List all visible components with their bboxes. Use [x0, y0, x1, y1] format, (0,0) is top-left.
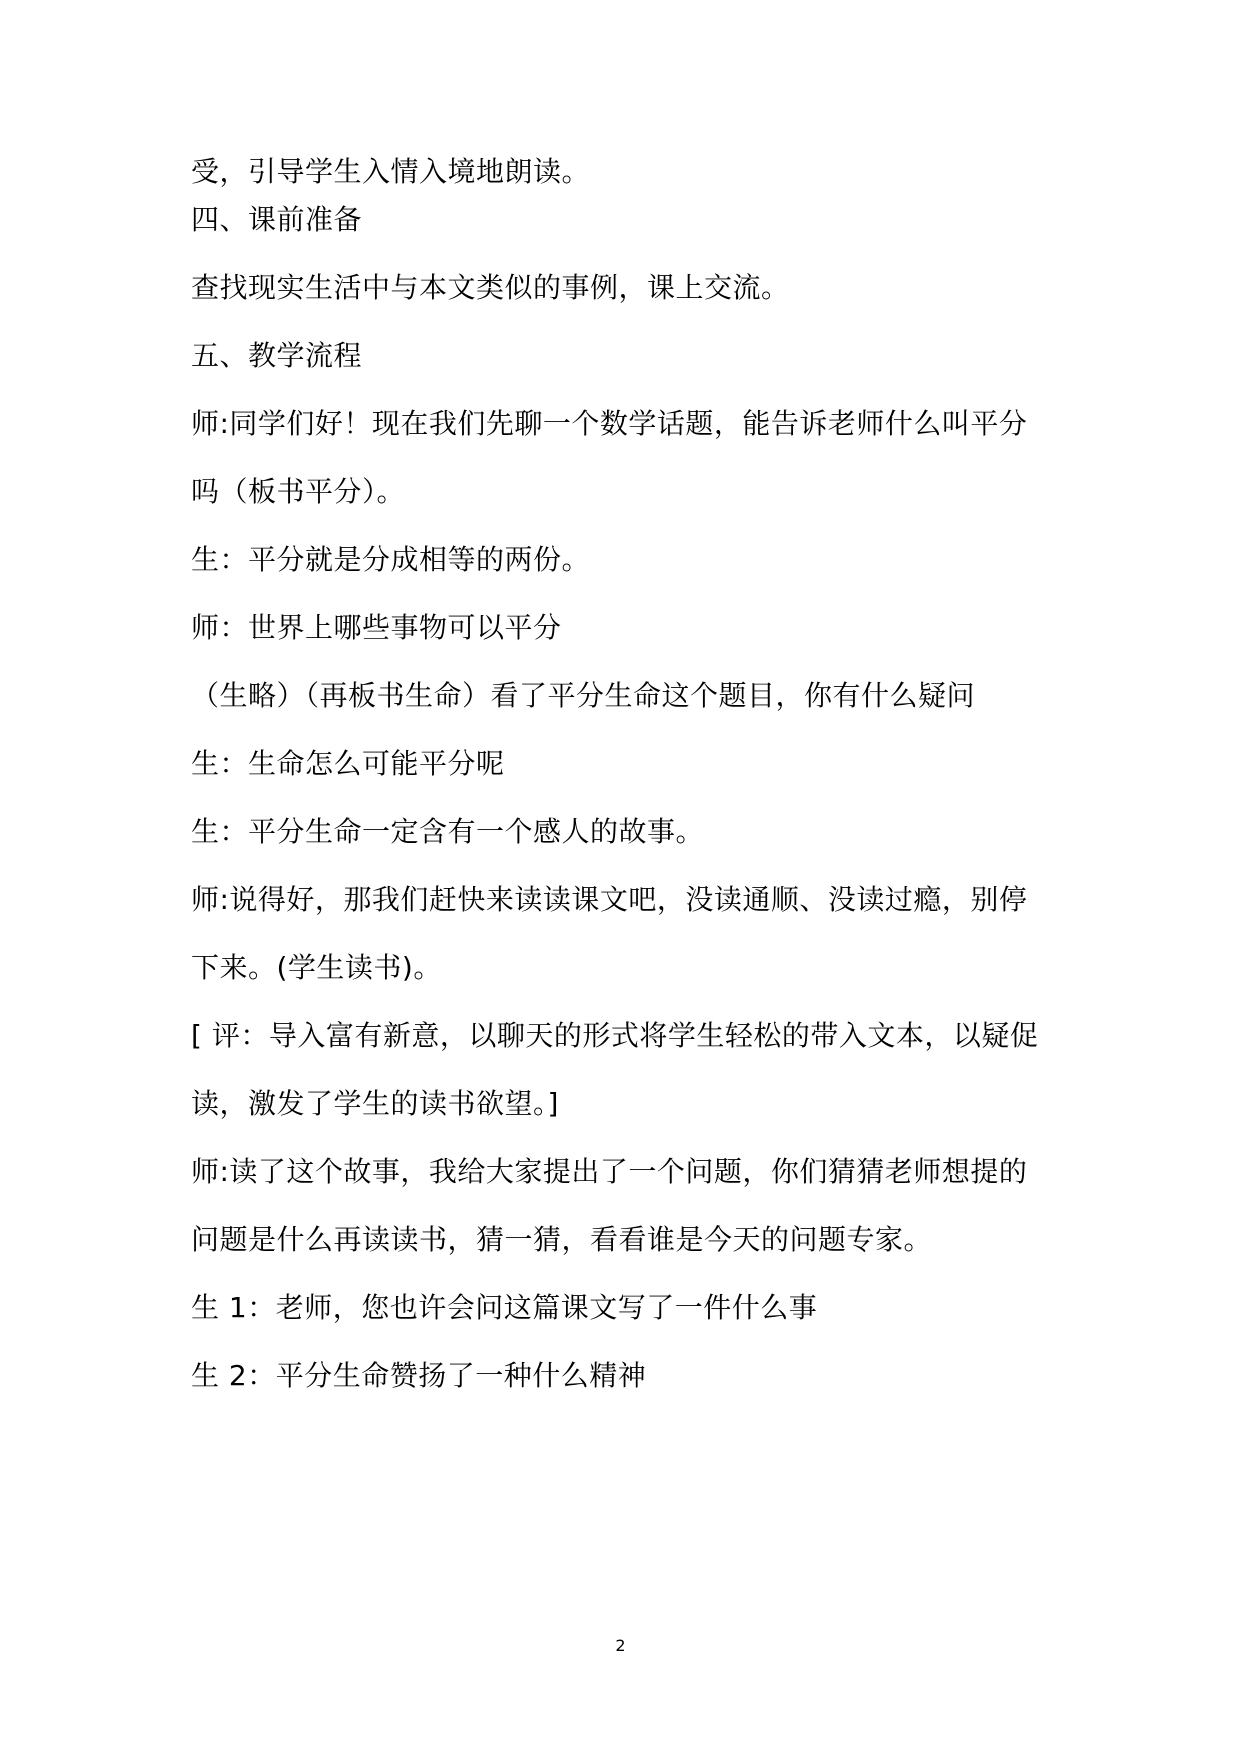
section-heading: 四、课前准备 — [191, 203, 363, 236]
text-line: 生：平分就是分成相等的两份。 — [191, 543, 591, 576]
text-line: 生 2：平分生命赞扬了一种什么精神 — [191, 1359, 647, 1392]
text-line: 生：生命怎么可能平分呢 — [191, 747, 505, 780]
text-line: 师:同学们好！现在我们先聊一个数学话题，能告诉老师什么叫平分 — [191, 407, 1028, 440]
text-line: 生：平分生命一定含有一个感人的故事。 — [191, 815, 705, 848]
text-line: （生略）（再板书生命）看了平分生命这个题目，你有什么疑问 — [191, 679, 976, 712]
section-heading: 五、教学流程 — [191, 339, 363, 372]
comment-line: [ 评：导入富有新意，以聊天的形式将学生轻松的带入文本，以疑促 — [191, 1019, 1039, 1052]
text-line: 下来。(学生读书)。 — [191, 951, 442, 984]
page-number: 2 — [615, 1636, 626, 1655]
text-line: 受，引导学生入情入境地朗读。 — [191, 155, 591, 188]
text-line: 问题是什么再读读书，猜一猜，看看谁是今天的问题专家。 — [191, 1223, 933, 1256]
text-line: 吗（板书平分）。 — [191, 475, 406, 508]
text-line: 生 1：老师，您也许会问这篇课文写了一件什么事 — [191, 1291, 818, 1324]
text-line: 师:读了这个故事，我给大家提出了一个问题，你们猜猜老师想提的 — [191, 1155, 1028, 1188]
comment-line: 读，激发了学生的读书欲望。] — [191, 1087, 559, 1120]
text-line: 师：世界上哪些事物可以平分 — [191, 611, 562, 644]
text-line: 查找现实生活中与本文类似的事例，课上交流。 — [191, 271, 790, 304]
text-line: 师:说得好，那我们赶快来读读课文吧，没读通顺、没读过瘾，别停 — [191, 883, 1028, 916]
